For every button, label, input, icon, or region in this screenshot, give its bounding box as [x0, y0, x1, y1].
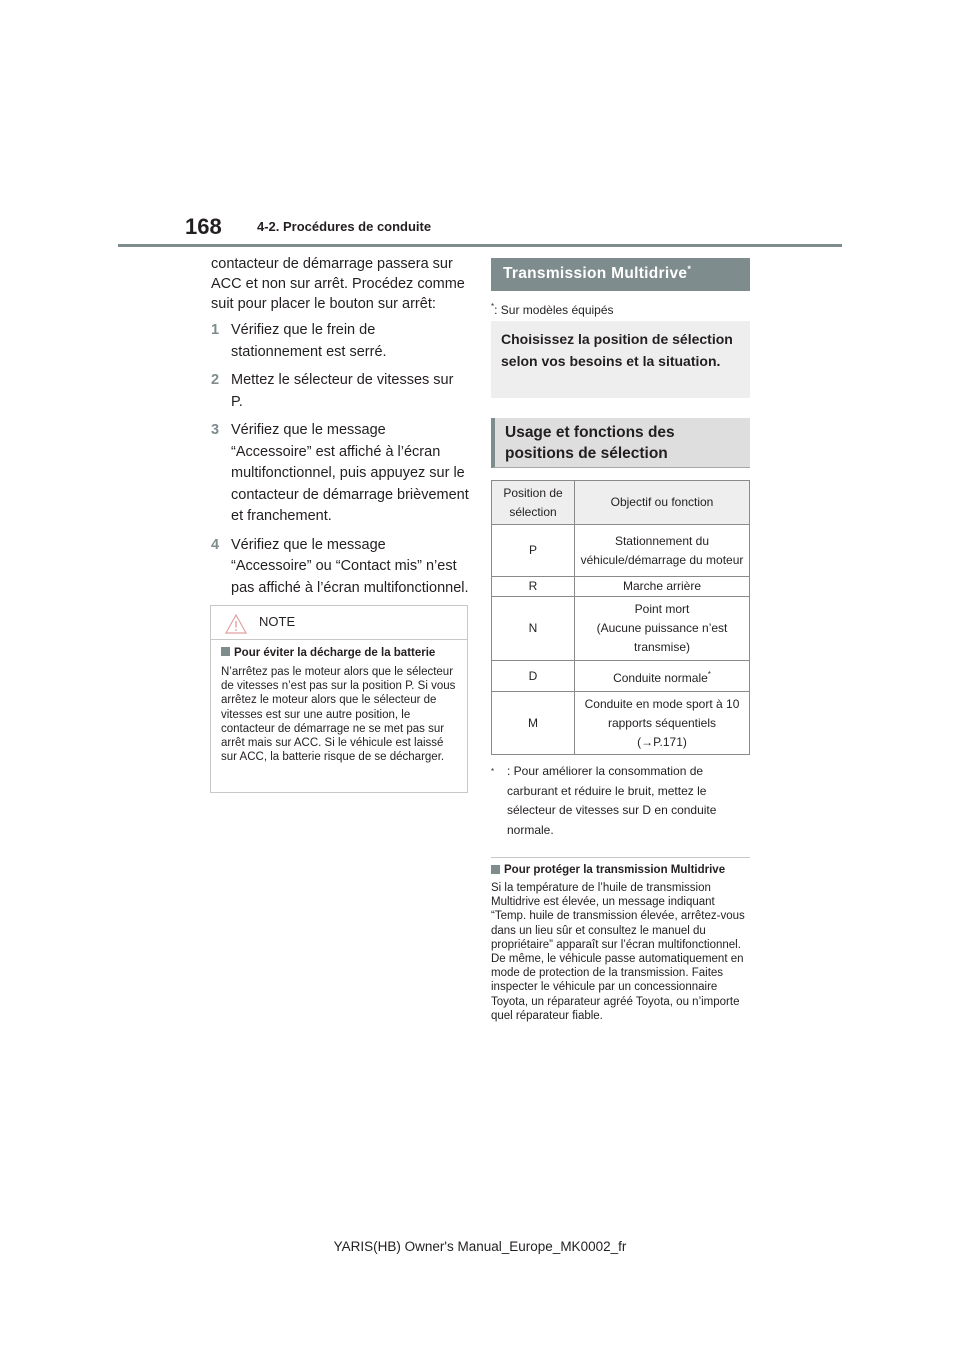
- intro-text: contacteur de démarrage passera sur ACC et non sur arrêt. Procédez comme suit pour placer le bouton sur arrêt:: [211, 256, 465, 312]
- step-number: 2: [211, 372, 220, 388]
- table-row: [492, 525, 750, 577]
- protect-text: Si la température de l’huile de transmission Multidrive est élevée, un message indiquant “Temp. huile de transmission élevée, arrêtez-vous dans un lieu sûr et consultez le manuel du propriétaire” apparaît sur l’écran multifonctionnel. De même, le véhicule passe automatiquement en mode de protection de la transmission. Faites inspecter le véhicule par un concessionnaire Toyota, un réparateur agréé Toyota, ou n’importe quel réparateur fiable.: [491, 882, 745, 1022]
- note-box: [210, 605, 468, 793]
- table-cell-function: Marche arrière: [575, 577, 750, 597]
- page-footer: YARIS(HB) Owner's Manual_Europe_MK0002_fr: [333, 1239, 627, 1254]
- position-table: [491, 480, 750, 755]
- protect-section: [491, 863, 750, 1023]
- note-body: [211, 640, 467, 764]
- banner-title: Transmission Multidrive*: [503, 264, 692, 283]
- step-number: 4: [211, 536, 220, 553]
- note-label: NOTE: [259, 614, 296, 629]
- header-rule: [118, 244, 842, 247]
- step-3: [211, 420, 469, 528]
- square-bullet-icon: [491, 865, 500, 874]
- table-row: [492, 692, 750, 755]
- note-header: [211, 606, 467, 640]
- step-number: 3: [211, 422, 220, 438]
- section-divider: [491, 857, 750, 858]
- table-row: [492, 577, 750, 597]
- page-reference-link[interactable]: (→P.171): [637, 734, 687, 749]
- table-cell-function: Conduite en mode sport à 10 rapports séquentiels (→P.171): [575, 692, 750, 755]
- step-text: Vérifiez que le message “Accessoire” est affiché à l’écran multifonctionnel, puis appuyez sur le contacteur de démarrage brièvement et franchement.: [231, 422, 469, 524]
- left-column: [211, 254, 469, 606]
- warning-triangle-icon: [225, 614, 247, 634]
- protect-heading: Pour protéger la transmission Multidrive: [491, 863, 750, 877]
- usage-heading: Usage et fonctions des positions de sélection: [505, 424, 675, 462]
- step-text: Vérifiez que le message “Accessoire” ou “Contact mis” n’est pas affiché à l’écran multifonctionnel.: [231, 536, 469, 596]
- usage-heading-box: [491, 418, 750, 468]
- step-text: Vérifiez que le frein de stationnement est serré.: [231, 322, 387, 360]
- table-header-cell: Objectif ou fonction: [575, 481, 750, 525]
- footnote-consumption: * : Pour améliorer la consommation de carburant et réduire le bruit, mettez le sélecteur de vitesses sur D en conduite normale.: [491, 764, 717, 837]
- step-4: [211, 535, 469, 600]
- table-cell-position: P: [492, 525, 575, 577]
- table-cell-position: R: [492, 577, 575, 597]
- square-bullet-icon: [221, 647, 230, 656]
- step-number: 1: [211, 322, 220, 338]
- info-text: Choisissez la position de sélection selon vos besoins et la situation.: [501, 331, 733, 369]
- table-cell-position: M: [492, 692, 575, 755]
- step-text: Mettez le sélecteur de vitesses sur P.: [231, 372, 454, 410]
- page-number: 168: [185, 214, 222, 239]
- table-header-cell: Position de sélection: [492, 481, 575, 525]
- step-2: [211, 370, 469, 413]
- table-cell-function: Point mort (Aucune puissance n’est transmise): [575, 597, 750, 661]
- table-cell-function: Conduite normale*: [575, 661, 750, 692]
- table-cell-position: N: [492, 597, 575, 661]
- note-text: N’arrêtez pas le moteur alors que le sélecteur de vitesses n’est pas sur la position P. Si vous arrêtez le moteur alors que le sélecteur de vitesses est sur une autre position, le contacteur de démarrage ne se met pas sur arrêt mais sur ACC. Si le véhicule est laissé sur ACC, la batterie risque de se décharger.: [221, 666, 456, 764]
- footnote-equipped: *: Sur modèles équipés: [491, 302, 614, 317]
- step-1: [211, 320, 469, 363]
- table-header-row: [492, 481, 750, 525]
- info-box: [491, 321, 750, 398]
- table-cell-function: Stationnement du véhicule/démarrage du moteur: [575, 525, 750, 577]
- section-title: 4-2. Procédures de conduite: [257, 219, 432, 234]
- note-subheading: Pour éviter la décharge de la batterie: [221, 646, 457, 661]
- table-row: [492, 661, 750, 692]
- table-row: [492, 597, 750, 661]
- transmission-banner: [491, 258, 750, 291]
- table-cell-position: D: [492, 661, 575, 692]
